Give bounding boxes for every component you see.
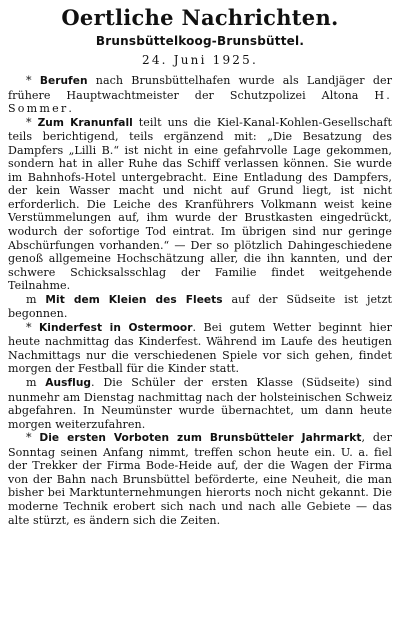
article-body: . Bei gutem Wetter beginnt hier heute nachmittag das Kinderfest. Während im Laufe des heutigen Nachmittags nur die verschiedenen Spiele vor sich gehen, findet morgen der Festball für die Kinder statt. xyxy=(8,320,392,376)
person-name: H. Sommer xyxy=(8,88,392,116)
location-subtitle: Brunsbüttelkoog-Brunsbüttel. xyxy=(95,34,305,48)
issue-date: 24. Juni 1925. xyxy=(142,53,258,67)
article-marker: * xyxy=(26,74,40,87)
article-excursion xyxy=(8,376,392,431)
article-heading: Berufen xyxy=(39,75,88,87)
article-body: teilt uns die Kiel-Kanal-Kohlen-Gesellschaft teils berichtigend, teils ergänzend mit: „Die Besatzung des Dampfers „Lilli B.“ ist nicht in eine gefahrvolle Lage gekommen, sondern hat in aller Ruhe das Schiff verlassen können. Sie wurde im Bahnhofs-Hotel untergebracht. Eine Entladung des Dampfers, der kein Wasser macht und nicht auf Grund liegt, ist nicht erforderlich. Die Leiche des Kranführers Volkmann weist keine Verstümmelungen auf, ihm wurde der Brustkasten eingedrückt, wodurch der sofortige Tod eintrat. Im übrigen sind nur geringe Abschürfungen vorhanden.“ — Der so plötzlich Dahingeschiedene genoß allgemeine Hochschätzung aller, die ihn kannten, und der schwere Schicksalsschlag der Familie findet weitgehende Teilnahme. xyxy=(8,115,392,293)
article-marker: * xyxy=(26,320,40,334)
article-body: nach Brunsbüttelhafen wurde als Landjäger der frühere Hauptwachtmeister der Schutzpolizei Altona xyxy=(8,74,392,102)
article-annual-fair xyxy=(8,431,392,527)
article-heading: Kinderfest in Ostermoor xyxy=(39,321,193,334)
article-childrens-festival xyxy=(8,321,392,376)
article-heading: Mit dem Kleien des Fleets xyxy=(45,293,223,306)
article-marker: m xyxy=(26,376,46,390)
article-marker: * xyxy=(26,431,40,445)
article-body: . Die Schüler der ersten Klasse (Südseite) sind nunmehr am Dienstag nachmittag nach der holsteinischen Schweiz abgefahren. In Neumünster wurde übernachtet, um dann heute morgen weiterzufahren. xyxy=(8,376,392,431)
section-title: Oertliche Nachrichten. xyxy=(61,5,339,30)
article-heading: Ausflug xyxy=(45,377,92,390)
article-body: auf der Südseite ist jetzt begonnen. xyxy=(8,292,392,321)
article-heading: Die ersten Vorboten zum Brunsbütteler Jahrmarkt xyxy=(39,432,362,445)
article-marker: * xyxy=(26,115,38,129)
newspaper-clipping xyxy=(0,6,400,634)
article-appointment xyxy=(8,74,392,116)
article-body: , der Sonntag seinen Anfang nimmt, treffen schon heute ein. U. a. fiel der Trekker der Firma Bode-Heide auf, der die Wagen der Firma von der Bahn nach Brunsbüttel beförderte, eine Neuheit, die man bisher bei Marktunternehmungen hierorts noch nicht gekannt. Die moderne Technik erobert sich nach und nach alle Gebiete — das alte stürzt, es ändern sich die Zeiten. xyxy=(8,431,392,527)
article-crane-accident xyxy=(8,116,392,293)
article-heading: Zum Kranunfall xyxy=(37,116,133,129)
article-marker: m xyxy=(26,292,46,306)
article-end: . xyxy=(68,102,72,116)
article-fleet-cleaning xyxy=(8,293,392,321)
